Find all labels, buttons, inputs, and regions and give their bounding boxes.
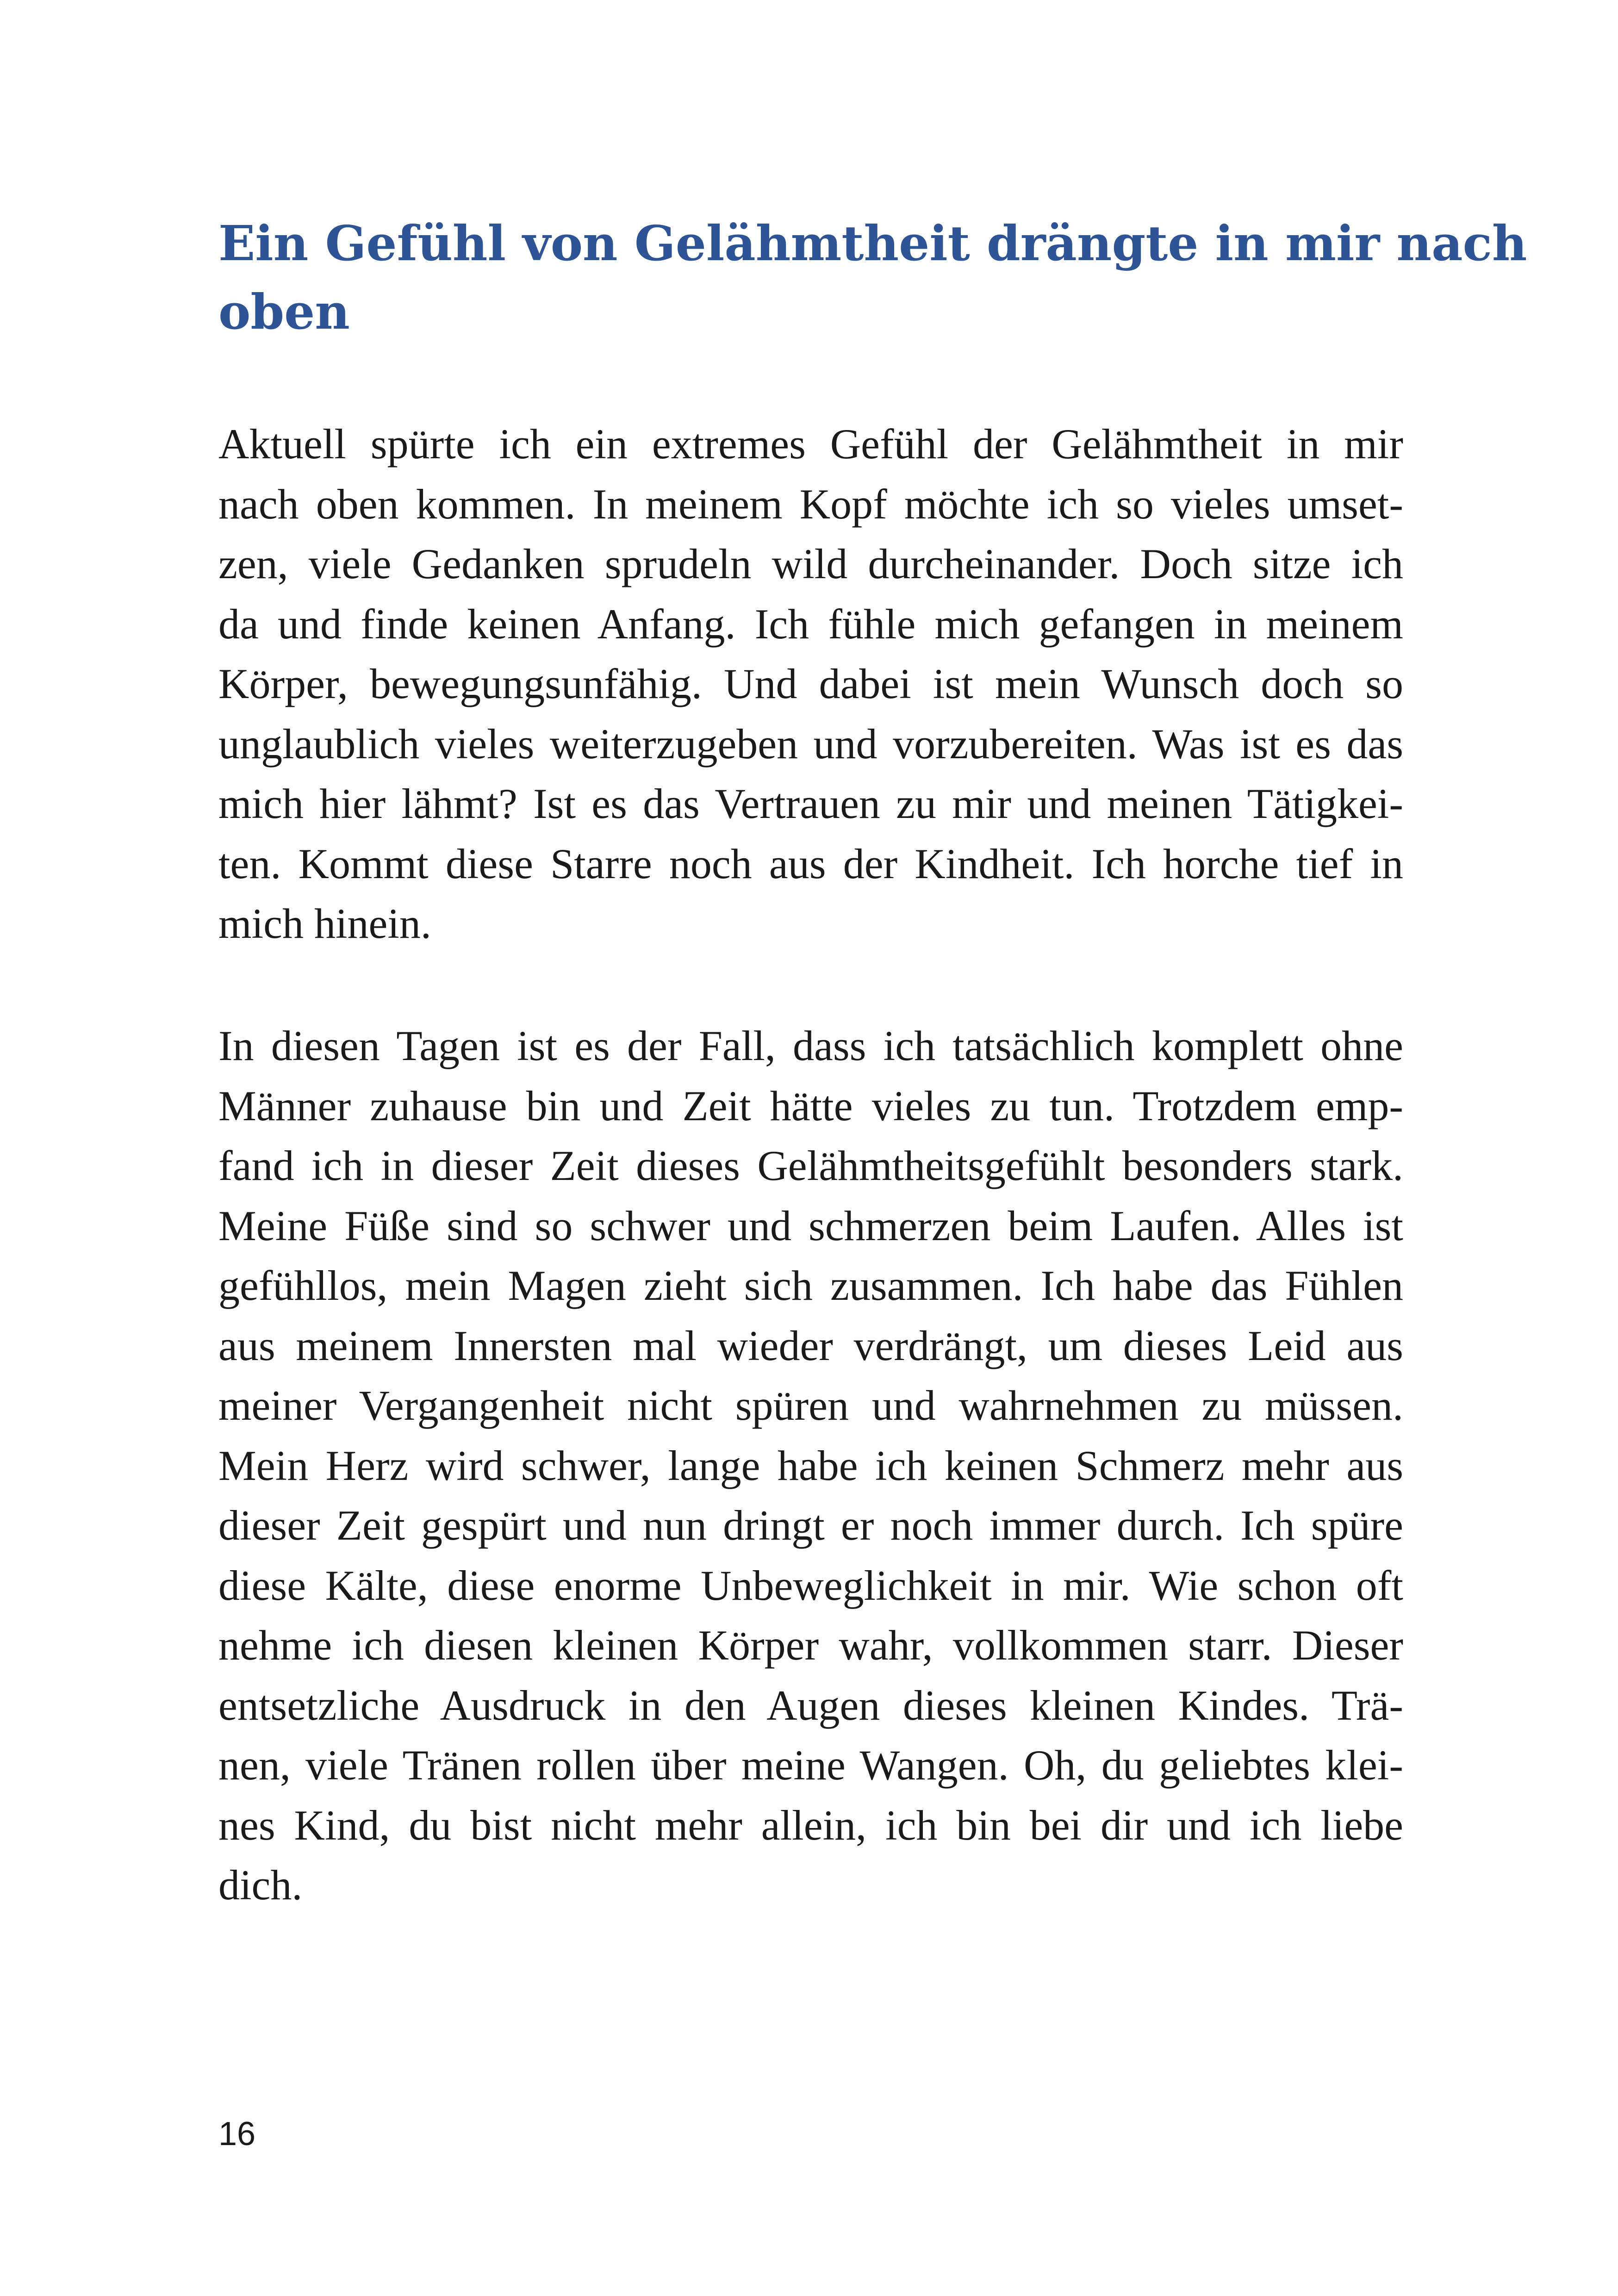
paragraph-line: da und finde keinen Anfang. Ich fühle mich gefangen in meinem	[218, 600, 1403, 648]
paragraph-line: dieser Zeit gespürt und nun dringt er noch immer durch. Ich spüre	[218, 1502, 1403, 1549]
paragraph-1	[218, 414, 1403, 954]
paragraph-line: nehme ich diesen kleinen Körper wahr, vollkommen starr. Dieser	[218, 1622, 1403, 1669]
heading-line: Ein Gefühl von Gelähmtheit drängte in mir nach	[218, 215, 1527, 272]
page-number: 16	[218, 2115, 256, 2152]
paragraph-line: ten. Kommt diese Starre noch aus der Kindheit. Ich horche tief in	[218, 840, 1403, 887]
paragraph-line: nen, viele Tränen rollen über meine Wangen. Oh, du geliebtes klei-	[218, 1741, 1403, 1789]
paragraph-line: entsetzliche Ausdruck in den Augen dieses kleinen Kindes. Trä-	[218, 1681, 1403, 1729]
paragraph-2	[218, 1016, 1403, 1915]
paragraph-line: unglaublich vieles weiterzugeben und vorzubereiten. Was ist es das	[218, 720, 1403, 767]
paragraph-line: Meine Füße sind so schwer und schmerzen beim Laufen. Alles ist	[218, 1202, 1403, 1249]
paragraph-line: Männer zuhause bin und Zeit hätte vieles zu tun. Trotzdem emp-	[218, 1082, 1403, 1129]
paragraph-line: dich.	[218, 1861, 303, 1909]
paragraph-line: zen, viele Gedanken sprudeln wild durcheinander. Doch sitze ich	[218, 540, 1403, 587]
paragraph-line: mich hier lähmt? Ist es das Vertrauen zu mir und meinen Tätigkei-	[218, 780, 1403, 827]
paragraph-line: Körper, bewegungsunfähig. Und dabei ist mein Wunsch doch so	[218, 660, 1403, 707]
paragraph-line: nes Kind, du bist nicht mehr allein, ich bin bei dir und ich liebe	[218, 1801, 1403, 1849]
chapter-heading	[218, 209, 1527, 346]
paragraph-line: meiner Vergangenheit nicht spüren und wahrnehmen zu müssen.	[218, 1382, 1403, 1429]
paragraph-line: mich hinein.	[218, 900, 431, 947]
paragraph-line: fand ich in dieser Zeit dieses Gelähmtheitsgefühlt besonders stark.	[218, 1142, 1403, 1189]
paragraph-line: In diesen Tagen ist es der Fall, dass ich tatsächlich komplett ohne	[218, 1022, 1403, 1069]
heading-line: oben	[218, 283, 350, 340]
paragraph-line: Mein Herz wird schwer, lange habe ich keinen Schmerz mehr aus	[218, 1441, 1403, 1489]
paragraph-line: nach oben kommen. In meinem Kopf möchte ich so vieles umset-	[218, 480, 1403, 528]
paragraph-line: diese Kälte, diese enorme Unbeweglichkeit in mir. Wie schon oft	[218, 1561, 1403, 1609]
paragraph-line: gefühllos, mein Magen zieht sich zusammen. Ich habe das Fühlen	[218, 1262, 1403, 1309]
paragraph-line: Aktuell spürte ich ein extremes Gefühl der Gelähmtheit in mir	[218, 420, 1403, 468]
paragraph-line: aus meinem Innersten mal wieder verdrängt, um dieses Leid aus	[218, 1322, 1403, 1369]
